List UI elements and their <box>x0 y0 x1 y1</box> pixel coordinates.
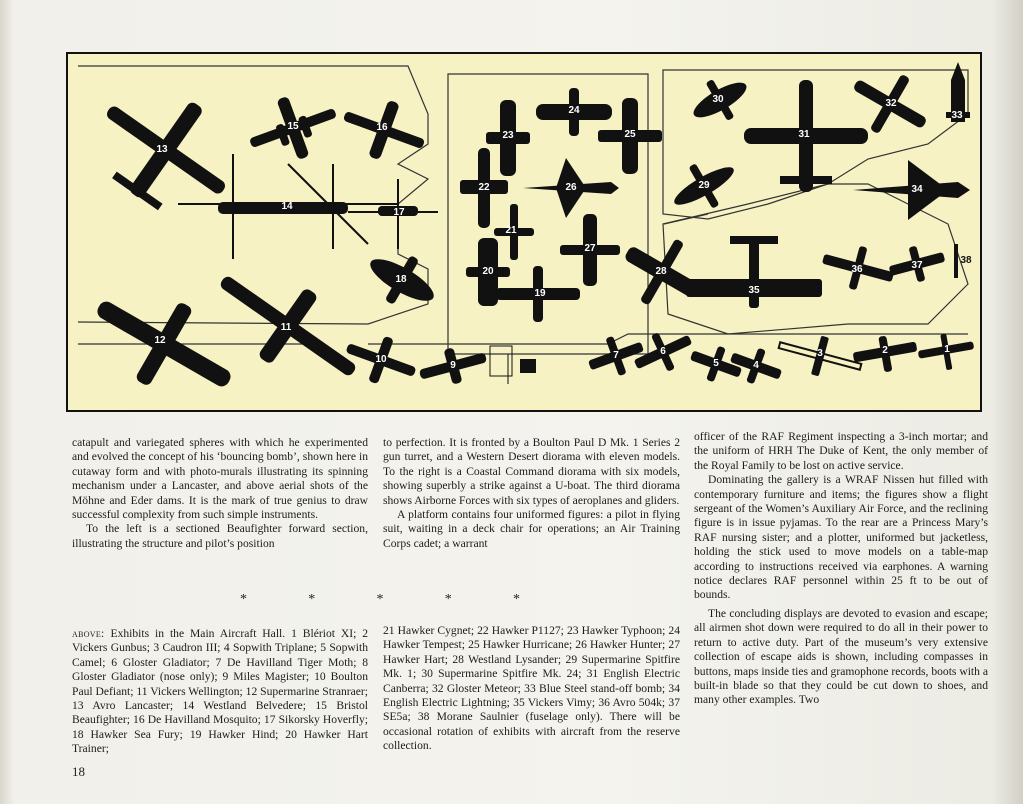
paragraph: catapult and variegated spheres with which he experimented and evolved the concept of his ‘bouncing bomb’, shown here in cutaway form and with photo-murals illustrating its spinning mechanism under a Lancaster, and above aerial shots of the Möhne and Eder dams. It is the mark of true genius to draw successful complexity from such simple instruments. <box>72 436 368 522</box>
aircraft-label-4: 4 <box>753 360 759 371</box>
caption-text: Exhibits in the Main Aircraft Hall. 1 Blériot XI; 2 Vickers Gunbus; 3 Caudron III; 4 Sopwith Triplane; 5 Sopwith Camel; 6 Gloster Gladiator; 7 De Havilland Tiger Moth; 8 Gloster Gladiator (nose only); 9 Miles Magister; 10 Boulton Paul Defiant; 11 Vickers Wellington; 12 Supermarine Stranraer; 13 Avro Lancaster; 14 Westland Belvedere; 15 Bristol Beaufighter; 16 De Havilland Mosquito; 17 Sikorsky Hoverfly; 18 Hawker Sea Fury; 19 Hawker Hind; 20 Hawker Hart Trainer; <box>72 627 369 756</box>
section-divider-stars <box>240 592 520 608</box>
page-number: 18 <box>72 764 85 779</box>
aircraft-label-7: 7 <box>613 350 619 361</box>
gallery-walls <box>78 66 968 384</box>
star: * <box>240 592 247 607</box>
aircraft-label-11: 11 <box>280 322 292 333</box>
aircraft-label-3: 3 <box>817 348 823 359</box>
aircraft-label-19: 19 <box>534 288 546 299</box>
aircraft-label-1: 1 <box>944 344 950 355</box>
aircraft-label-8: 8 <box>527 360 533 371</box>
text-column-2 <box>383 436 680 551</box>
paragraph: The concluding displays are devoted to evasion and escape; all airmen shot down were required to do all in their power to return to active duty. Part of the museum’s very extensive collection of escape aids is shown, including compasses in buttons, maps inside ties and gramophone records, boots with a built-in blade so that they could be cut down to shoes, and many other examples. Two <box>694 606 988 707</box>
aircraft-label-12: 12 <box>154 335 166 346</box>
aircraft-label-34: 34 <box>911 184 923 195</box>
aircraft-label-32: 32 <box>885 98 897 109</box>
star: * <box>308 592 316 607</box>
aircraft-35 <box>686 236 822 308</box>
floor-plan-drawing <box>68 54 980 410</box>
aircraft-label-37: 37 <box>911 260 923 271</box>
aircraft-label-23: 23 <box>502 130 514 141</box>
aircraft-label-22: 22 <box>478 182 490 193</box>
aircraft-label-30: 30 <box>712 94 724 105</box>
star: * <box>513 592 520 607</box>
aircraft-label-2: 2 <box>882 345 888 356</box>
aircraft-label-24: 24 <box>568 105 580 116</box>
aircraft-label-9: 9 <box>450 360 456 371</box>
figure-caption-part-1 <box>72 627 368 757</box>
caption-text: 21 Hawker Cygnet; 22 Hawker P1127; 23 Hawker Typhoon; 24 Hawker Tempest; 25 Hawker Hurricane; 26 Hawker Hunter; 27 Hawker Hart; 28 Westland Lysander; 29 Supermarine Spitfire Mk. 1; 30 Supermarine Spitfire Mk. 24; 31 English Electric Canberra; 32 Gloster Meteor; 33 Blue Steel stand-off bomb; 34 English Electric Lightning; 35 Vickers Vimy; 36 Avro 504k; 37 SE5a; 38 Morane Saulnier (fuselage only). There will be occasional rotation of exhibits with aircraft from the reserve collection. <box>383 624 680 753</box>
figure-caption-part-2 <box>383 624 680 754</box>
aircraft-38 <box>954 244 958 278</box>
aircraft-label-6: 6 <box>660 346 666 357</box>
aircraft-label-29: 29 <box>698 180 710 191</box>
aircraft-label-13: 13 <box>156 144 168 155</box>
aircraft-label-16: 16 <box>376 122 388 133</box>
aircraft-silhouettes <box>77 56 977 410</box>
aircraft-label-35: 35 <box>748 285 760 296</box>
text-column-3 <box>694 430 988 708</box>
paragraph: To the left is a sectioned Beaufighter forward section, illustrating the structure and pilot’s position <box>72 522 368 550</box>
paragraph: to perfection. It is fronted by a Boulton Paul D Mk. 1 Series 2 gun turret, and a Western Desert diorama with eleven models. To the right is a Coastal Command diorama with six models, showing superbly a strike against a U-boat. The third diorama shows Airborne Forces with six types of aeroplanes and gliders. <box>383 436 680 507</box>
aircraft-label-21: 21 <box>505 225 517 236</box>
aircraft-label-15: 15 <box>287 121 299 132</box>
aircraft-label-36: 36 <box>851 264 863 275</box>
aircraft-label-26: 26 <box>565 182 577 193</box>
text-column-1 <box>72 436 368 551</box>
aircraft-hall-floor-plan <box>66 52 982 412</box>
aircraft-label-25: 25 <box>624 129 636 140</box>
aircraft-label-17: 17 <box>393 207 405 218</box>
paragraph: Dominating the gallery is a WRAF Nissen hut filled with contemporary furniture and items; the figures show a flight sergeant of the Women’s Auxiliary Air Force, and the reclining figure is in issue pyjamas. To the rear are a Princess Mary’s RAF nursing sister; and a plotter, uniformed but jacketless, holding the stick used to move models on a table-map according to instructions received via earphones. A warning notice declares RAF personnel within 25 ft to be out of bounds. <box>694 473 988 602</box>
aircraft-label-33: 33 <box>951 110 963 121</box>
star: * <box>376 592 384 607</box>
paragraph: A platform contains four uniformed figures: a pilot in flying suit, waiting in a deck chair for operations; an Air Training Corps cadet; a warrant <box>383 508 680 550</box>
aircraft-label-27: 27 <box>584 243 596 254</box>
aircraft-label-38: 38 <box>960 255 972 266</box>
caption-lead: above: <box>72 627 105 640</box>
paragraph: officer of the RAF Regiment inspecting a 3-inch mortar; and the uniform of HRH The Duke of Kent, the only member of the Royal Family to be lost on active service. <box>694 430 988 472</box>
aircraft-label-28: 28 <box>655 266 667 277</box>
aircraft-label-18: 18 <box>395 274 407 285</box>
aircraft-label-14: 14 <box>281 201 293 212</box>
aircraft-label-10: 10 <box>375 354 387 365</box>
aircraft-label-31: 31 <box>798 129 810 140</box>
star: * <box>444 592 452 607</box>
aircraft-label-20: 20 <box>482 266 494 277</box>
aircraft-label-5: 5 <box>713 358 719 369</box>
